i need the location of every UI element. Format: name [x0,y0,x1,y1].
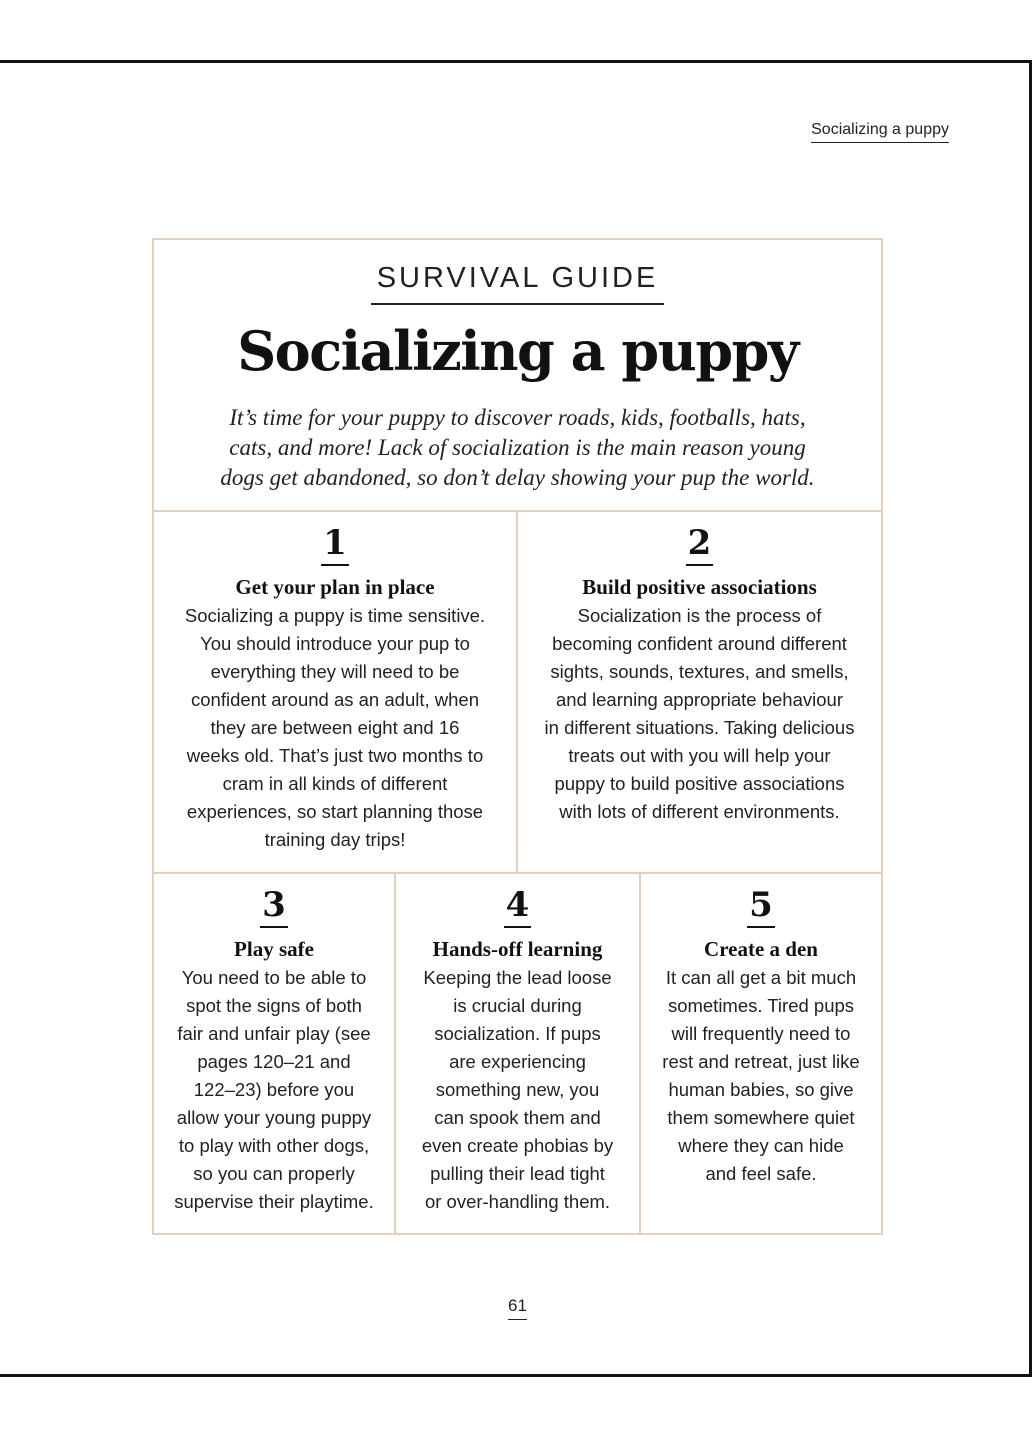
tip-body-line: with lots of different environments. [559,801,840,822]
tip-body-line: pulling their lead tight [430,1163,605,1184]
tip-body-line: where they can hide [678,1135,844,1156]
tip-body-line: even create phobias by [421,1135,614,1156]
tip-body-line: sometimes. Tired pups [667,995,855,1016]
tip-body-line: so you can properly [193,1163,355,1184]
section-eyebrow: SURVIVAL GUIDE [371,262,665,305]
tip-body-line: everything they will need to be [210,661,460,682]
tip-title: Play safe [234,937,314,961]
tip-body-line: cram in all kinds of different [222,773,448,794]
tip-body-line: fair and unfair play (see [177,1023,371,1044]
tip-body-line: Socializing a puppy is time sensitive. [184,605,486,626]
tip-body-line: sights, sounds, textures, and smells, [550,661,849,682]
standfirst [178,403,858,493]
page-number: 61 [508,1296,527,1320]
tip-card-4 [396,874,641,1233]
tip-body-line: or over-handling them. [424,1191,611,1212]
guide-intro [154,240,881,512]
survival-guide-box [152,238,883,1235]
tip-body-line: to play with other dogs, [178,1135,370,1156]
tip-body-line: experiences, so start planning those [186,801,484,822]
tip-card-2 [518,512,881,874]
tip-title: Build positive associations [582,575,817,599]
running-head: Socializing a puppy [811,121,949,143]
tip-body-line: is crucial during [453,995,582,1016]
standfirst-line: dogs get abandoned, so don’t delay showing your pup the world. [220,465,815,490]
tip-body-line: will frequently need to [671,1023,851,1044]
tip-card-1 [154,512,518,874]
tip-body-line: Socialization is the process of [577,605,822,626]
tip-body-line: something new, you [435,1079,600,1100]
tip-body-line: human babies, so give [668,1079,854,1100]
tip-body-line: training day trips! [264,829,406,850]
tip-number: 5 [747,886,775,928]
tip-body-line: puppy to build positive associations [554,773,845,794]
tip-body-line: confident around as an adult, when [191,689,479,710]
tip-body-line: It can all get a bit much [665,967,857,988]
tip-body-line: You need to be able to [181,967,367,988]
tip-body-line: allow your young puppy [176,1107,372,1128]
tip-body-line: You should introduce your pup to [200,633,470,654]
tip-body-line: them somewhere quiet [667,1107,855,1128]
tip-body-line: spot the signs of both [186,995,362,1016]
tip-body-line: can spook them and [434,1107,601,1128]
tip-body-line: 122–23) before you [193,1079,355,1100]
tip-body-line: pages 120–21 and [197,1051,351,1072]
page-number-wrap [0,1296,1035,1320]
page-title: Socializing a puppy [237,319,798,383]
tip-number: 1 [321,524,349,566]
tip-body-line: Keeping the lead loose [423,967,612,988]
tip-title: Hands-off learning [432,937,603,961]
tip-body [409,964,627,1216]
tip-body-line: weeks old. That’s just two months to [186,745,484,766]
tip-body [170,602,500,854]
tip-card-5 [641,874,881,1233]
tip-number: 2 [686,524,714,566]
tip-number: 3 [260,886,288,928]
tip-body-line: they are between eight and 16 [210,717,460,738]
tip-body-line: are experiencing [449,1051,586,1072]
tip-body-line: treats out with you will help your [568,745,831,766]
standfirst-line: It’s time for your puppy to discover roads, kids, footballs, hats, [229,405,806,430]
tip-body-line: and feel safe. [705,1163,817,1184]
tip-body-line: becoming confident around different [552,633,847,654]
tip-body-line: supervise their playtime. [174,1191,374,1212]
tip-body [652,964,870,1188]
standfirst-line: cats, and more! Lack of socialization is the main reason young [229,435,806,460]
tip-body-line: in different situations. Taking delicious [544,717,855,738]
tip-body [165,964,383,1216]
tip-card-3 [154,874,396,1233]
tip-title: Create a den [704,937,818,961]
tip-title: Get your plan in place [235,575,435,599]
tip-body-line: and learning appropriate behaviour [556,689,843,710]
tip-body [535,602,865,826]
tip-number: 4 [504,886,532,928]
tip-body-line: rest and retreat, just like [662,1051,860,1072]
tip-body-line: socialization. If pups [434,1023,601,1044]
